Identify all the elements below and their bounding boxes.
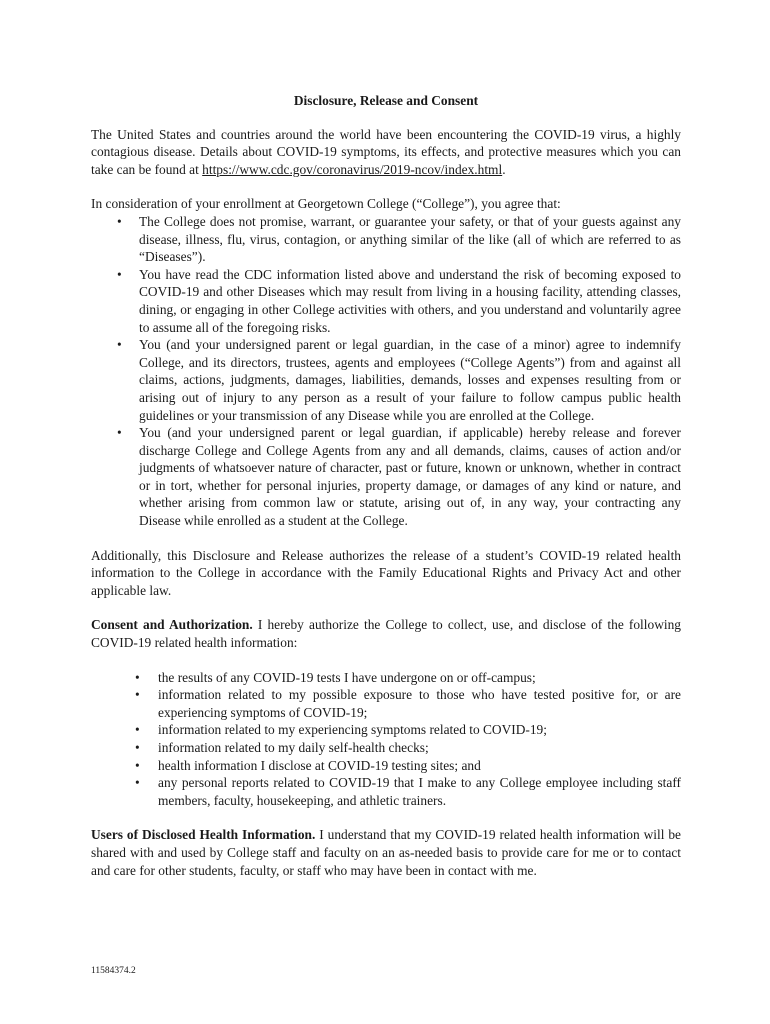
health-info-item <box>91 721 681 739</box>
health-info-item <box>91 774 681 809</box>
health-info-text: the results of any COVID-19 tests I have undergone on or off-campus; <box>158 669 536 685</box>
cdc-link[interactable]: https://www.cdc.gov/coronavirus/2019-ncov/index.html <box>202 161 503 177</box>
health-info-item <box>91 757 681 775</box>
agreement-item <box>91 266 681 336</box>
agreements-list <box>91 213 681 530</box>
health-info-item <box>91 739 681 757</box>
bullet-icon: • <box>135 775 140 791</box>
bullet-icon: • <box>135 740 140 755</box>
bullet-icon: • <box>135 757 140 773</box>
health-info-text: any personal reports related to COVID-19 that I make to any College employee including staff members, faculty, housekeeping, and athletic trainers. <box>158 775 681 808</box>
agreement-text: You have read the CDC information listed above and understand the risk of becoming exposed to COVID-19 and other Diseases which may result from living in a housing facility, attending classes, dining, or engaging in other College activities with others, and you understand and voluntarily agree to assume all of the foregoing risks. <box>139 266 681 335</box>
health-info-item <box>91 686 681 721</box>
users-heading: Users of Disclosed Health Information. <box>91 827 316 843</box>
bullet-icon: • <box>117 337 122 353</box>
intro-period: . <box>502 161 506 177</box>
agreement-item <box>91 424 681 530</box>
consideration-paragraph: In consideration of your enrollment at Georgetown College (“College”), you agree that: <box>91 196 561 212</box>
intro-text: The United States and countries around the world have been encountering the COVID-19 virus, a highly contagious disease. Details about COVID-19 symptoms, its effects, and protective measures which you can take can be found at <box>91 126 681 177</box>
bullet-icon: • <box>135 687 140 703</box>
agreement-item <box>91 213 681 266</box>
bullet-icon: • <box>135 722 140 738</box>
additionally-paragraph: Additionally, this Disclosure and Release authorizes the release of a student’s COVID-19 related health information to the College in accordance with the Family Educational Rights and Privacy Act and other applicable law. <box>91 547 681 598</box>
agreement-text: The College does not promise, warrant, or guarantee your safety, or that of your guests against any disease, illness, flu, virus, contagion, or anything similar of the like (all of which are referred to as “Diseases”). <box>139 213 681 265</box>
health-info-item <box>91 669 681 687</box>
health-info-text: information related to my possible exposure to those who have tested positive for, or are experiencing symptoms of COVID-19; <box>158 687 681 720</box>
bullet-icon: • <box>135 669 140 685</box>
consent-text: I hereby authorize the College to collect, use, and disclose of the following COVID-19 related health information: <box>91 617 681 651</box>
health-info-text: health information I disclose at COVID-19 testing sites; and <box>158 757 481 773</box>
document-title: Disclosure, Release and Consent <box>293 93 479 108</box>
health-info-list <box>91 669 681 810</box>
bullet-icon: • <box>117 425 122 441</box>
agreement-text: You (and your undersigned parent or legal guardian, if applicable) hereby release and forever discharge College and College Agents from any and all demands, claims, causes of action and/or judgments of whatsoever nature of character, past or future, known or unknown, whether in contract or in tort, whether for personal injuries, property damage, or damages of any kind or nature, and whether arising from common law or statute, arising out of, in any way, your contracting any Disease while enrolled as a student at the College. <box>139 425 681 529</box>
document-id-footer: 11584374.2 <box>91 966 136 976</box>
intro-paragraph <box>91 126 681 179</box>
document-body <box>91 92 681 879</box>
consent-heading: Consent and Authorization. <box>91 617 253 633</box>
health-info-text: information related to my daily self-health checks; <box>158 740 429 755</box>
agreement-item <box>91 336 681 424</box>
users-text: I understand that my COVID-19 related health information will be shared with and used by College staff and faculty on an as-needed basis to provide care for me or to contact and care for other students, faculty, or staff who may have been in contact with me. <box>91 827 681 878</box>
agreement-text: You (and your undersigned parent or legal guardian, in the case of a minor) agree to indemnify College, and its directors, trustees, agents and employees (“College Agents”) from and against all claims, actions, judgments, damages, liabilities, demands, losses and expenses resulting from or arising out of injury to any person as a result of your failure to follow campus public health guidelines or your transmission of any Disease while you are enrolled at the College. <box>139 337 681 423</box>
bullet-icon: • <box>117 213 122 229</box>
users-paragraph <box>91 826 681 879</box>
health-info-text: information related to my experiencing symptoms related to COVID-19; <box>158 722 547 738</box>
consent-paragraph <box>91 616 681 651</box>
bullet-icon: • <box>117 266 122 282</box>
